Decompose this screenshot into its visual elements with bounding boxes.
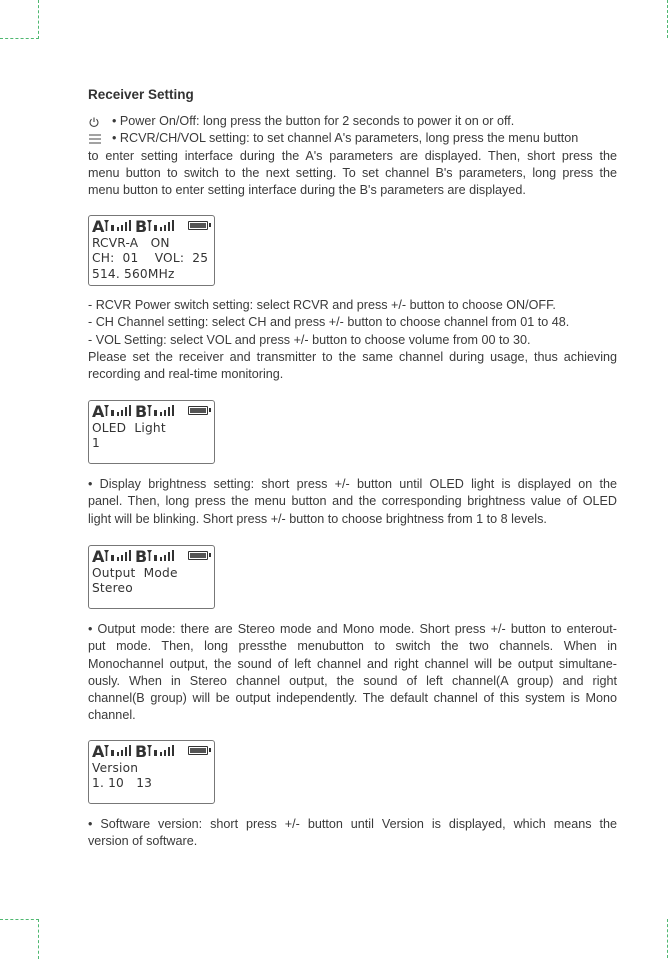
lcd-line-output-mode: Output Mode xyxy=(92,566,178,580)
usage-line-1: Please set the receiver and transmitter to the same channel during usage, thus achieving xyxy=(88,349,617,364)
brightness-line-1: • Display brightness setting: short press +/- button until OLED light is displayed on the xyxy=(88,477,617,491)
antenna-signal-icon xyxy=(146,404,176,417)
battery-icon xyxy=(188,221,208,230)
channel-a-signal: A xyxy=(92,217,133,236)
menu-text-1: • RCVR/CH/VOL setting: to set channel A's parameters, long press the menu button xyxy=(112,131,579,146)
antenna-signal-icon xyxy=(146,219,176,232)
output-line-6: channel. xyxy=(88,708,136,723)
menu-line-1 xyxy=(88,130,617,147)
channel-a-signal: A xyxy=(92,402,133,421)
antenna-signal-icon xyxy=(103,219,133,232)
output-mode-paragraph xyxy=(88,621,617,725)
menu-line-3: menu button to switch to the next setting. To set channel B's parameters, long press the xyxy=(88,165,617,180)
lcd-line-version-value: 1. 10 13 xyxy=(92,776,153,791)
lcd-status-bar xyxy=(89,216,214,236)
antenna-signal-icon xyxy=(146,744,176,757)
output-line-4: ously. When in Stereo channel output, the sound of left channel(A group) and right xyxy=(88,673,617,688)
menu-line-4: menu button to enter setting interface during the B's parameters are displayed. xyxy=(88,183,526,198)
lcd-status-bar xyxy=(89,741,214,761)
menu-icon xyxy=(88,133,102,145)
section-title: Receiver Setting xyxy=(88,87,194,102)
brightness-paragraph xyxy=(88,476,617,528)
brightness-line-2: panel. Then, long press the menu button and the corresponding brightness value of OLED xyxy=(88,494,617,509)
battery-icon xyxy=(188,746,208,755)
channel-b-signal: B xyxy=(135,547,176,566)
lcd-line-channel-volume: CH: 01 VOL: 25 xyxy=(92,251,209,266)
settings-paragraph xyxy=(88,297,617,383)
battery-icon xyxy=(188,551,208,560)
channel-b-signal: B xyxy=(135,402,176,421)
rcvr-power-line: - RCVR Power switch setting: select RCVR and press +/- button to choose ON/OFF. xyxy=(88,298,556,312)
software-version-paragraph xyxy=(88,816,617,851)
usage-line-2: recording and real-time monitoring. xyxy=(88,367,284,382)
antenna-signal-icon xyxy=(103,404,133,417)
power-line xyxy=(88,113,617,130)
antenna-signal-icon xyxy=(103,744,133,757)
lcd-status-bar xyxy=(89,546,214,566)
antenna-signal-icon xyxy=(146,549,176,562)
menu-line-2: to enter setting interface during the A's parameters are displayed. Then, short press the xyxy=(88,148,617,163)
crop-mark-top-left xyxy=(0,0,39,39)
lcd-status-bar xyxy=(89,401,214,421)
version-line-1: • Software version: short press +/- button until Version is displayed, which means the xyxy=(88,817,617,831)
antenna-signal-icon xyxy=(103,549,133,562)
output-line-3: Monochannel output, the sound of left channel and right channel will be output simultane- xyxy=(88,656,617,671)
crop-mark-bottom-left xyxy=(0,919,39,959)
output-line-1: • Output mode: there are Stereo mode and Mono mode. Short press +/- button to enterout- xyxy=(88,622,617,636)
channel-b-signal: B xyxy=(135,742,176,761)
channel-a-signal: A xyxy=(92,547,133,566)
lcd-line-version: Version xyxy=(92,761,139,775)
vol-setting-line: - VOL Setting: select VOL and press +/- button to choose volume from 00 to 30. xyxy=(88,332,531,347)
lcd-line-mode-value: Stereo xyxy=(92,581,133,596)
lcd-display-receiver xyxy=(88,215,215,286)
lcd-line-oled-light: OLED Light xyxy=(92,421,166,435)
power-icon xyxy=(88,116,100,128)
lcd-line-frequency: 514. 560MHz xyxy=(92,266,175,281)
channel-b-signal: B xyxy=(135,217,176,236)
output-line-5: channel(B group) will be output independently. The default channel of this system is Mono xyxy=(88,691,617,706)
battery-icon xyxy=(188,406,208,415)
lcd-display-version xyxy=(88,740,215,804)
intro-paragraph xyxy=(88,113,617,199)
brightness-line-3: light will be blinking. Short press +/- button to choose brightness from 1 to 8 levels. xyxy=(88,511,547,526)
power-text: • Power On/Off: long press the button for 2 seconds to power it on or off. xyxy=(112,114,515,128)
lcd-display-output-mode xyxy=(88,545,215,609)
output-line-2: put mode. Then, long pressthe menubutton to switch the two channels. When in xyxy=(88,639,617,654)
lcd-display-oled-light xyxy=(88,400,215,464)
lcd-line-rcvr: RCVR-A ON xyxy=(92,236,170,250)
channel-a-signal: A xyxy=(92,742,133,761)
lcd-line-brightness-value: 1 xyxy=(92,436,100,451)
version-line-2: version of software. xyxy=(88,834,198,849)
ch-channel-line: - CH Channel setting: select CH and press +/- button to choose channel from 01 to 48. xyxy=(88,315,570,330)
